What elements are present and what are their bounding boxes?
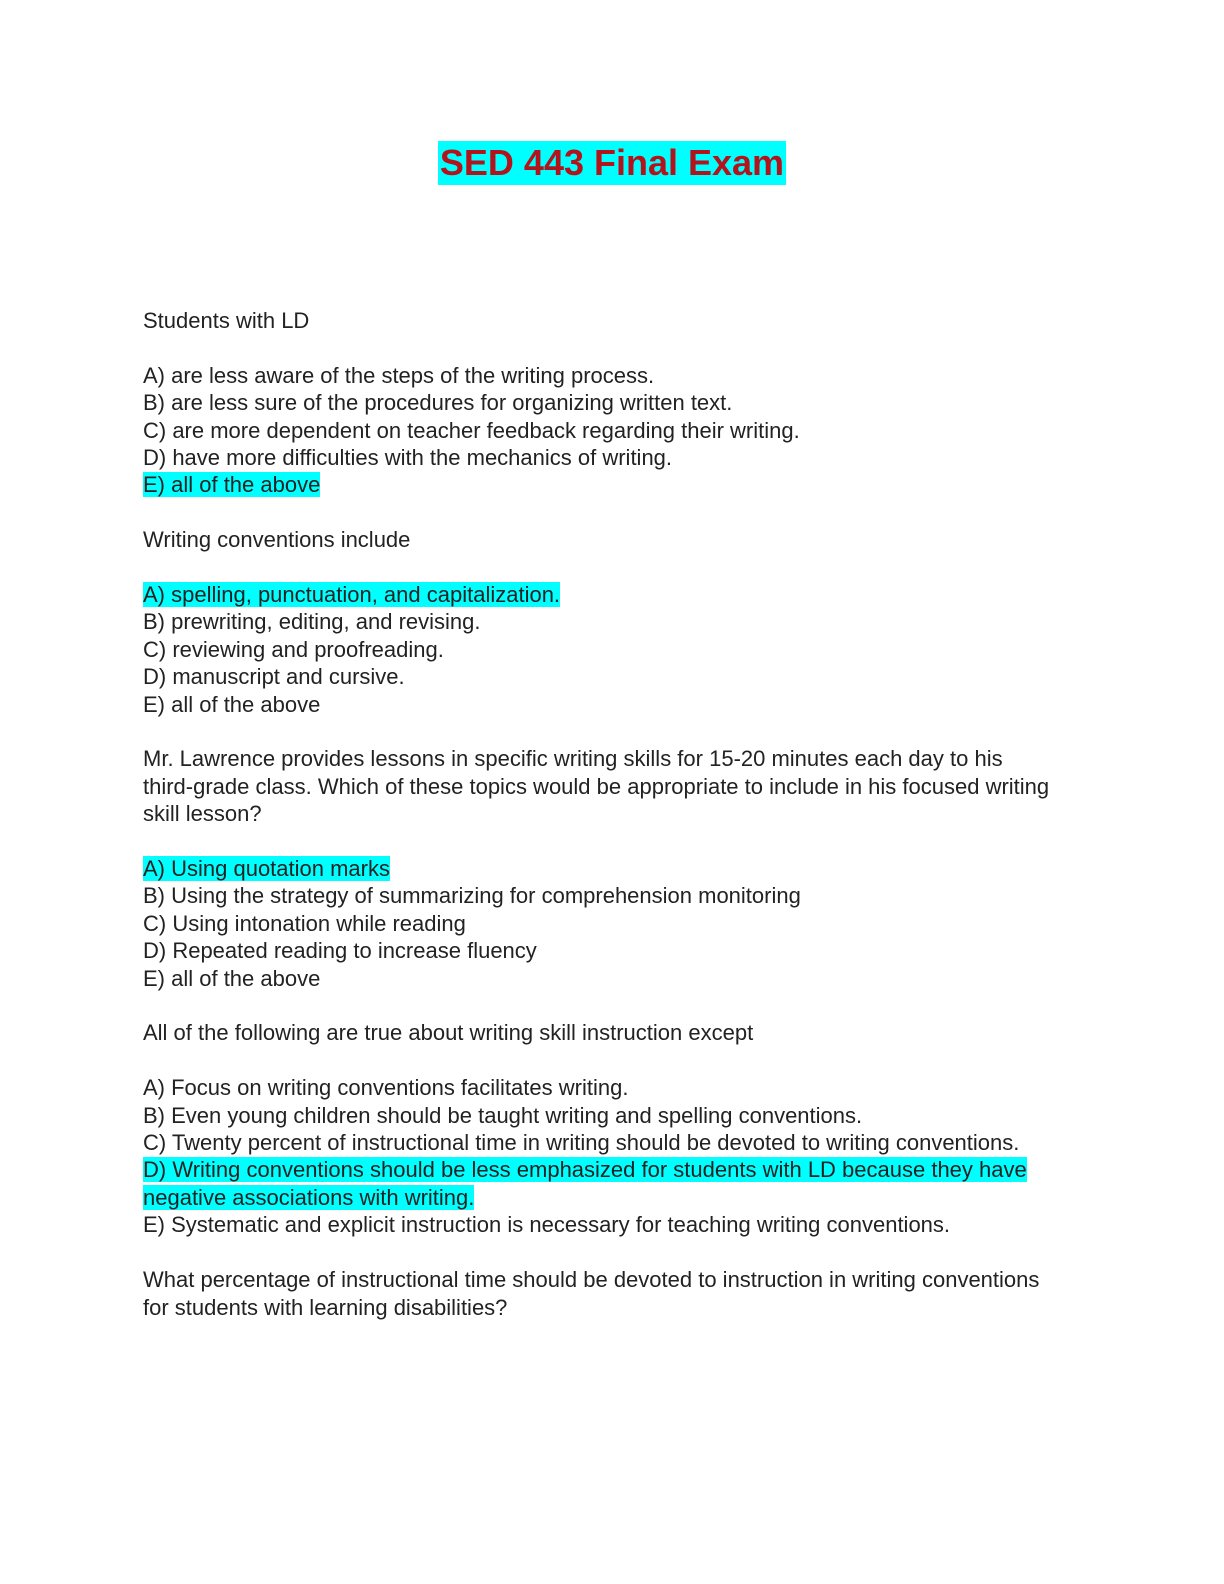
answer-options [143, 581, 1053, 718]
answer-option-highlighted: E) all of the above [143, 472, 321, 498]
answer-option-highlighted: D) Writing conventions should be less emphasized for students with LD because they have negative associations with writing. [143, 1157, 1027, 1210]
page-title: SED 443 Final Exam [439, 142, 785, 183]
question-block [143, 745, 1053, 992]
question-stem: What percentage of instructional time should be devoted to instruction in writing conventions for students with learning disabilities? [143, 1267, 1040, 1320]
answer-option: C) Twenty percent of instructional time in writing should be devoted to writing conventions. [143, 1130, 1020, 1156]
question-block [143, 307, 1053, 499]
question-stem: All of the following are true about writing skill instruction except [143, 1020, 754, 1046]
answer-option: C) are more dependent on teacher feedback regarding their writing. [143, 417, 800, 443]
answer-option: D) have more difficulties with the mechanics of writing. [143, 445, 673, 471]
answer-option-highlighted: A) Using quotation marks [143, 856, 390, 882]
answer-option: D) Repeated reading to increase fluency [143, 938, 537, 964]
answer-option: B) are less sure of the procedures for organizing written text. [143, 390, 733, 416]
answer-option: B) Even young children should be taught writing and spelling conventions. [143, 1102, 863, 1128]
answer-option: E) Systematic and explicit instruction is necessary for teaching writing conventions. [143, 1212, 951, 1238]
question-stem: Writing conventions include [143, 527, 411, 553]
question-block [143, 1266, 1053, 1321]
answer-options [143, 362, 1053, 499]
question-block [143, 1019, 1053, 1238]
question-block [143, 526, 1053, 718]
answer-option-highlighted: A) spelling, punctuation, and capitalization. [143, 582, 561, 608]
title-container [0, 141, 1224, 185]
answer-option: E) all of the above [143, 965, 321, 991]
question-stem: Mr. Lawrence provides lessons in specific writing skills for 15-20 minutes each day to his third-grade class. Which of these topics would be appropriate to include in his focused writing skill lesson? [143, 746, 1050, 827]
answer-option: B) prewriting, editing, and revising. [143, 609, 481, 635]
question-stem: Students with LD [143, 308, 310, 333]
answer-option: A) are less aware of the steps of the writing process. [143, 362, 655, 388]
answer-option: D) manuscript and cursive. [143, 664, 405, 690]
answer-options [143, 855, 1053, 992]
exam-content [143, 307, 1053, 1348]
answer-option: E) all of the above [143, 691, 321, 717]
answer-option: A) Focus on writing conventions facilitates writing. [143, 1075, 629, 1101]
answer-option: C) reviewing and proofreading. [143, 636, 444, 662]
answer-option: B) Using the strategy of summarizing for comprehension monitoring [143, 883, 801, 909]
answer-options [143, 1074, 1053, 1238]
answer-option: C) Using intonation while reading [143, 910, 466, 936]
